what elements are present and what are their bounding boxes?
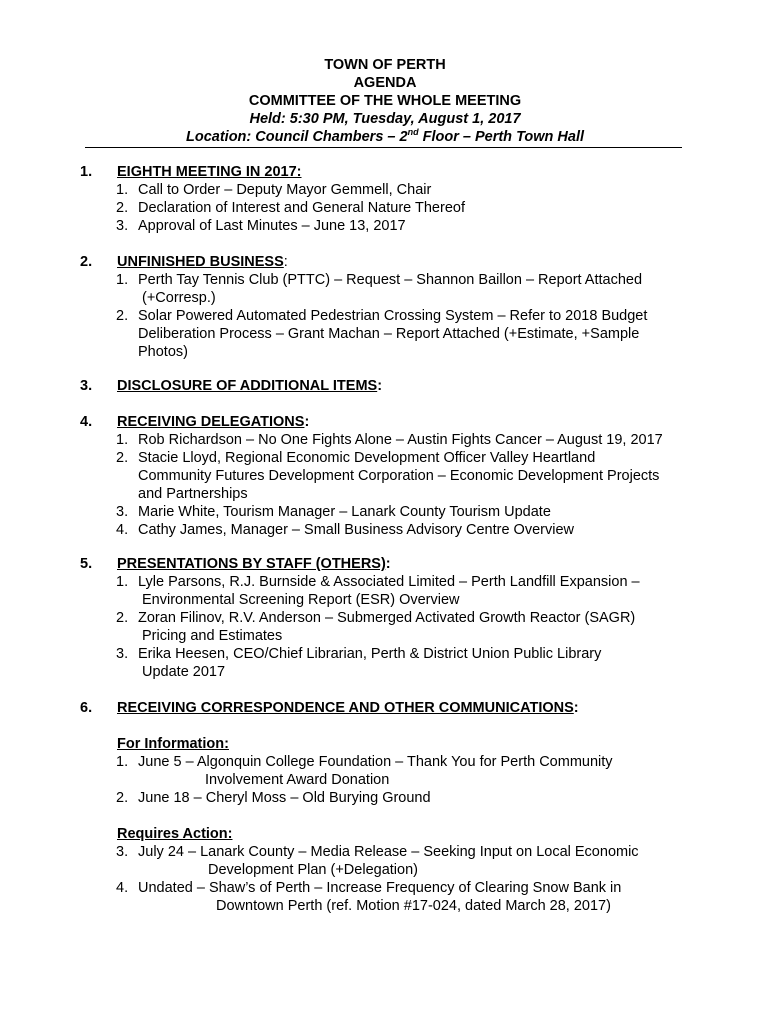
section-title-colon: : xyxy=(304,414,310,430)
list-item xyxy=(116,879,639,915)
section-title-text: DISCLOSURE OF ADDITIONAL ITEMS xyxy=(117,378,378,394)
list-item xyxy=(116,645,640,681)
list-item xyxy=(116,609,640,645)
item-text: Downtown Perth (ref. Motion #17-024, dated March 28, 2017) xyxy=(216,898,611,914)
item-text: Involvement Award Donation xyxy=(205,772,390,788)
section-title: EIGHTH MEETING IN 2017: xyxy=(117,164,302,180)
item-text: (+Corresp.) xyxy=(142,290,216,306)
item-list xyxy=(116,431,663,539)
section-title-colon: : xyxy=(573,700,579,716)
item-number: 3. xyxy=(116,646,129,662)
item-number: 4. xyxy=(116,522,129,538)
doc-type: AGENDA xyxy=(353,75,417,91)
item-text: Pricing and Estimates xyxy=(142,628,283,644)
location-suffix: Floor – Perth Town Hall xyxy=(418,129,584,145)
item-text: June 18 – Cheryl Moss – Old Burying Ground xyxy=(138,790,431,806)
section-number: 5. xyxy=(80,556,93,572)
list-item xyxy=(116,271,647,307)
list-item xyxy=(116,789,613,807)
item-number: 3. xyxy=(116,844,129,860)
header-rule xyxy=(85,147,682,148)
org-name: TOWN OF PERTH xyxy=(324,57,446,73)
item-text: Approval of Last Minutes – June 13, 2017 xyxy=(138,218,406,234)
item-text: and Partnerships xyxy=(138,486,248,502)
item-number: 3. xyxy=(116,218,129,234)
section-number: 2. xyxy=(80,254,93,270)
section-title xyxy=(117,413,309,431)
held-line: Held: 5:30 PM, Tuesday, August 1, 2017 xyxy=(249,111,521,127)
item-number: 3. xyxy=(116,504,129,520)
item-number: 1. xyxy=(116,432,129,448)
item-list xyxy=(116,573,640,681)
item-text: Lyle Parsons, R.J. Burnside & Associated Limited – Perth Landfill Expansion – xyxy=(138,574,640,590)
item-text: Rob Richardson – No One Fights Alone – Austin Fights Cancer – August 19, 2017 xyxy=(138,432,663,448)
list-item xyxy=(116,181,465,199)
meeting-name: COMMITTEE OF THE WHOLE MEETING xyxy=(248,93,522,109)
item-number: 4. xyxy=(116,880,129,896)
item-text: Zoran Filinov, R.V. Anderson – Submerged Activated Growth Reactor (SAGR) xyxy=(138,610,636,626)
agenda-header xyxy=(0,56,770,146)
location-prefix: Location: Council Chambers – 2 xyxy=(186,129,408,145)
section-number: 4. xyxy=(80,414,93,430)
item-number: 2. xyxy=(116,308,129,324)
item-text: Marie White, Tourism Manager – Lanark County Tourism Update xyxy=(138,504,551,520)
list-item xyxy=(116,573,640,609)
section-title xyxy=(117,253,288,271)
location-line xyxy=(0,128,770,146)
item-text: Environmental Screening Report (ESR) Overview xyxy=(142,592,460,608)
item-number: 2. xyxy=(116,790,129,806)
list-item xyxy=(116,753,613,789)
item-text: July 24 – Lanark County – Media Release – Seeking Input on Local Economic xyxy=(138,844,639,860)
section-number: 1. xyxy=(80,164,93,180)
item-number: 2. xyxy=(116,610,129,626)
list-item xyxy=(116,217,465,235)
section-title xyxy=(117,555,391,573)
item-text: Erika Heesen, CEO/Chief Librarian, Perth & District Union Public Library xyxy=(138,646,602,662)
list-item xyxy=(116,843,639,879)
item-number: 2. xyxy=(116,200,129,216)
section-title-text: RECEIVING DELEGATIONS xyxy=(117,414,305,430)
item-number: 2. xyxy=(116,450,129,466)
section-title-colon: : xyxy=(377,378,383,394)
list-item xyxy=(116,199,465,217)
item-text: June 5 – Algonquin College Foundation – Thank You for Perth Community xyxy=(138,754,613,770)
item-text: Stacie Lloyd, Regional Economic Development Officer Valley Heartland xyxy=(138,450,596,466)
section-title-text: PRESENTATIONS BY STAFF (OTHERS) xyxy=(117,556,386,572)
action-list xyxy=(116,843,639,915)
info-list xyxy=(116,753,613,807)
section-title-text: RECEIVING CORRESPONDENCE AND OTHER COMMUNICATIONS xyxy=(117,700,574,716)
item-list xyxy=(116,271,647,361)
list-item xyxy=(116,503,663,521)
item-text: Call to Order – Deputy Mayor Gemmell, Chair xyxy=(138,182,432,198)
item-number: 1. xyxy=(116,574,129,590)
item-number: 1. xyxy=(116,182,129,198)
for-information-heading: For Information: xyxy=(117,736,229,752)
list-item xyxy=(116,307,647,361)
item-number: 1. xyxy=(116,754,129,770)
requires-action-heading: Requires Action: xyxy=(117,826,233,842)
section-title xyxy=(117,699,579,717)
section-title-colon: : xyxy=(385,556,391,572)
item-list xyxy=(116,181,465,235)
list-item xyxy=(116,431,663,449)
item-text: Declaration of Interest and General Nature Thereof xyxy=(138,200,465,216)
section-number: 3. xyxy=(80,378,93,394)
item-text: Perth Tay Tennis Club (PTTC) – Request – Shannon Baillon – Report Attached xyxy=(138,272,643,288)
item-text: Cathy James, Manager – Small Business Advisory Centre Overview xyxy=(138,522,574,538)
list-item xyxy=(116,521,663,539)
item-text: Development Plan (+Delegation) xyxy=(208,862,418,878)
item-text: Solar Powered Automated Pedestrian Crossing System – Refer to 2018 Budget xyxy=(138,308,648,324)
item-text: Photos) xyxy=(138,344,188,360)
item-text: Deliberation Process – Grant Machan – Report Attached (+Estimate, +Sample xyxy=(138,326,640,342)
item-text: Community Futures Development Corporation – Economic Development Projects xyxy=(138,468,660,484)
list-item xyxy=(116,449,663,503)
section-title-text: UNFINISHED BUSINESS xyxy=(117,254,284,270)
section-title xyxy=(117,377,382,395)
section-number: 6. xyxy=(80,700,93,716)
item-number: 1. xyxy=(116,272,129,288)
section-title-colon: : xyxy=(283,254,288,270)
item-text: Undated – Shaw’s of Perth – Increase Frequency of Clearing Snow Bank in xyxy=(138,880,622,896)
item-text: Update 2017 xyxy=(142,664,226,680)
location-sup: nd xyxy=(407,127,419,138)
